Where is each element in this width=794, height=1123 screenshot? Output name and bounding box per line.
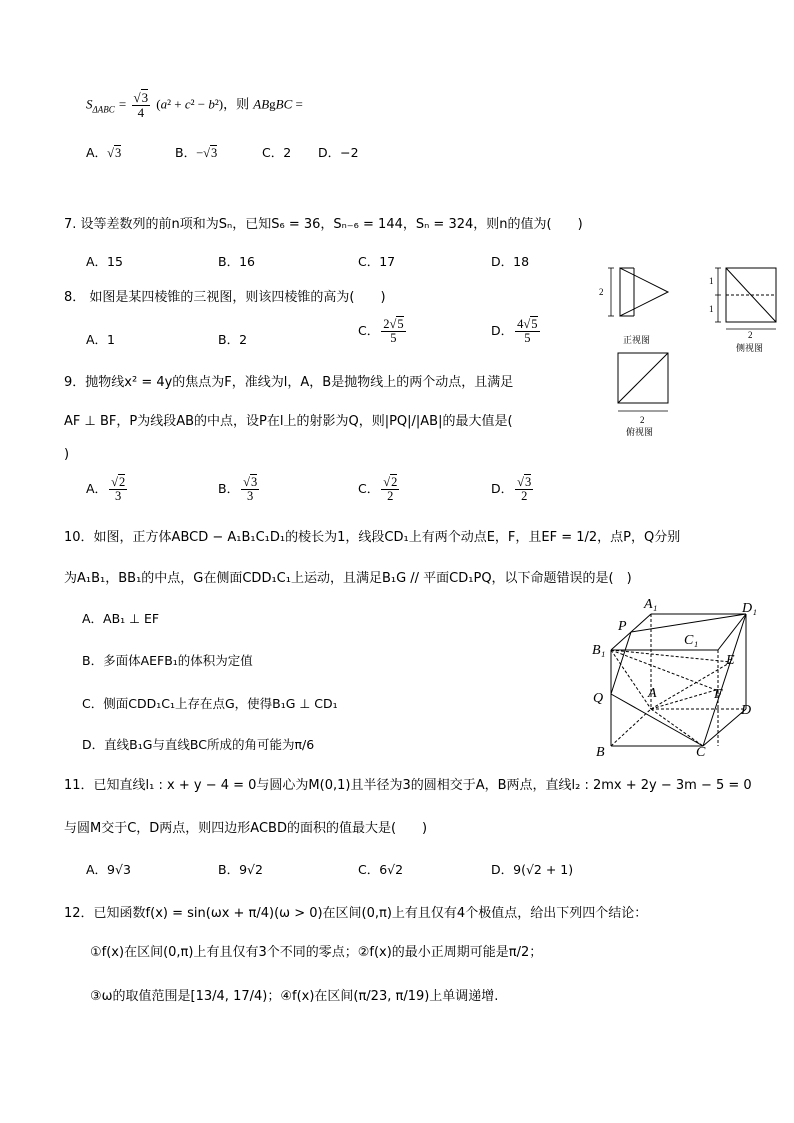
q6-option-b[interactable]: B．−√3 bbox=[175, 145, 218, 160]
svg-text:E: E bbox=[726, 653, 735, 668]
q6-area-formula: $S_{\Delta ABC}$ = $\frac{√3}{4}$ (a² + c² − b²)，则 ABgBC = bbox=[86, 90, 303, 120]
front-view-label: 正视图 bbox=[623, 335, 651, 345]
q10-stem-line2: 为A₁B₁，BB₁的中点，G在侧面CDD₁C₁上运动，且满足B₁G // 平面CD₁PQ，以下命题错误的是( ) bbox=[64, 571, 632, 586]
svg-text:Q: Q bbox=[593, 691, 604, 706]
q10-number: 10． bbox=[64, 530, 94, 545]
svg-text:D: D bbox=[741, 703, 752, 718]
q7-option-c[interactable]: C．17 bbox=[358, 254, 396, 269]
q8-option-a[interactable]: A．1 bbox=[86, 332, 116, 347]
q11-stem-line1: 11．已知直线l₁ : x + y − 4 = 0与圆心为M(0,1)且半径为3的圆相交于A，B两点，直线l₂ : 2mx + 2y − 3m − 5 = 0 bbox=[64, 778, 752, 793]
q6-option-d[interactable]: D．−2 bbox=[318, 145, 359, 160]
q12-conclusions-3-4: ③ω的取值范围是[13/4, 17/4)；④f(x)在区间(π/23, π/19)上单调递增. bbox=[90, 989, 499, 1004]
q11-option-c[interactable]: C．6√2 bbox=[358, 862, 404, 877]
svg-text:2: 2 bbox=[640, 415, 645, 425]
q11-option-b[interactable]: B．9√2 bbox=[218, 862, 263, 877]
q12-number: 12． bbox=[64, 906, 94, 921]
side-view bbox=[709, 268, 776, 353]
q12-conclusions-1-2: ①f(x)在区间(0,π)上有且仅有3个不同的零点；②f(x)的最小正周期可能是π/2； bbox=[90, 945, 543, 960]
q7-option-d[interactable]: D．18 bbox=[491, 254, 530, 269]
q10-option-d[interactable]: D．直线B₁G与直线BC所成的角可能为π/6 bbox=[82, 737, 315, 752]
svg-text:A₁: A₁ bbox=[644, 597, 658, 612]
q7-text: 设等差数列的前n项和为Sₙ，已知S₆ = 36，Sₙ₋₆ = 144，Sₙ = 324，则n的值为( ) bbox=[80, 217, 583, 232]
svg-text:1: 1 bbox=[709, 276, 714, 286]
q10-option-c[interactable]: C．侧面CDD₁C₁上存在点G，使得B₁G ⊥ CD₁ bbox=[82, 696, 338, 711]
q11-stem-line2: 与圆M交于C，D两点，则四边形ACBD的面积的值最大是( ) bbox=[64, 821, 428, 836]
side-view-label: 侧视图 bbox=[736, 343, 764, 353]
svg-text:C: C bbox=[696, 745, 706, 760]
front-view bbox=[599, 268, 668, 345]
q7-stem bbox=[64, 213, 583, 232]
q7-number: 7. bbox=[64, 217, 77, 232]
q6-option-a[interactable]: A．√3 bbox=[86, 145, 122, 160]
q9-option-b[interactable]: B． $\frac{√3}{3}$ bbox=[218, 475, 258, 504]
cube-figure bbox=[586, 594, 776, 764]
three-views-figure bbox=[596, 262, 786, 442]
q9-stem-line1: 9．抛物线x² = 4y的焦点为F，准线为l，A，B是抛物线上的两个动点，且满足 bbox=[64, 375, 514, 390]
svg-text:D₁: D₁ bbox=[742, 601, 757, 616]
q9-option-d[interactable]: D． $\frac{√3}{2}$ bbox=[491, 475, 532, 504]
q10-stem-line1: 10．如图，正方体ABCD − A₁B₁C₁D₁的棱长为1，线段CD₁上有两个动点E，F，且EF = 1/2，点P，Q分别 bbox=[64, 530, 681, 545]
top-view-label: 俯视图 bbox=[626, 427, 654, 437]
svg-text:F: F bbox=[714, 687, 723, 702]
q6-option-c[interactable]: C．2 bbox=[262, 145, 292, 160]
svg-text:B: B bbox=[596, 745, 605, 760]
q7-option-b[interactable]: B．16 bbox=[218, 254, 255, 269]
q9-number: 9． bbox=[64, 375, 86, 390]
top-view bbox=[618, 353, 668, 437]
svg-text:B₁: B₁ bbox=[592, 643, 606, 658]
svg-text:P: P bbox=[618, 619, 627, 634]
q10-option-b[interactable]: B．多面体AEFB₁的体积为定值 bbox=[82, 653, 253, 668]
q8-stem bbox=[64, 286, 386, 305]
q8-number: 8． bbox=[64, 290, 86, 305]
q8-option-c[interactable]: C． $\frac{2√5}{5}$ bbox=[358, 317, 404, 346]
q9-option-c[interactable]: C． $\frac{√2}{2}$ bbox=[358, 475, 398, 504]
svg-text:2: 2 bbox=[748, 330, 753, 340]
q7-option-a[interactable]: A．15 bbox=[86, 254, 123, 269]
q8-option-d[interactable]: D． $\frac{4√5}{5}$ bbox=[491, 317, 538, 346]
q11-option-d[interactable]: D．9(√2 + 1) bbox=[491, 862, 574, 877]
svg-text:C₁: C₁ bbox=[684, 633, 699, 648]
svg-text:2: 2 bbox=[599, 287, 604, 297]
q9-option-a[interactable]: A． $\frac{√2}{3}$ bbox=[86, 475, 126, 504]
q10-option-a[interactable]: A．AB₁ ⊥ EF bbox=[82, 611, 160, 626]
svg-text:A: A bbox=[648, 686, 657, 701]
q11-number: 11． bbox=[64, 778, 94, 793]
q11-option-a[interactable]: A．9√3 bbox=[86, 862, 131, 877]
q9-stem-line2: AF ⊥ BF，P为线段AB的中点，设P在l上的射影为Q，则|PQ|/|AB|的最大值是( bbox=[64, 414, 513, 429]
svg-text:1: 1 bbox=[709, 304, 714, 314]
q9-stem-line3: ) bbox=[64, 447, 70, 462]
q8-text: 如图是某四棱锥的三视图，则该四棱锥的高为( ) bbox=[89, 290, 386, 305]
q12-stem: 12．已知函数f(x) = sin(ωx + π/4)(ω > 0)在区间(0,π)上有且仅有4个极值点，给出下列四个结论： bbox=[64, 906, 648, 921]
q8-option-b[interactable]: B．2 bbox=[218, 332, 248, 347]
